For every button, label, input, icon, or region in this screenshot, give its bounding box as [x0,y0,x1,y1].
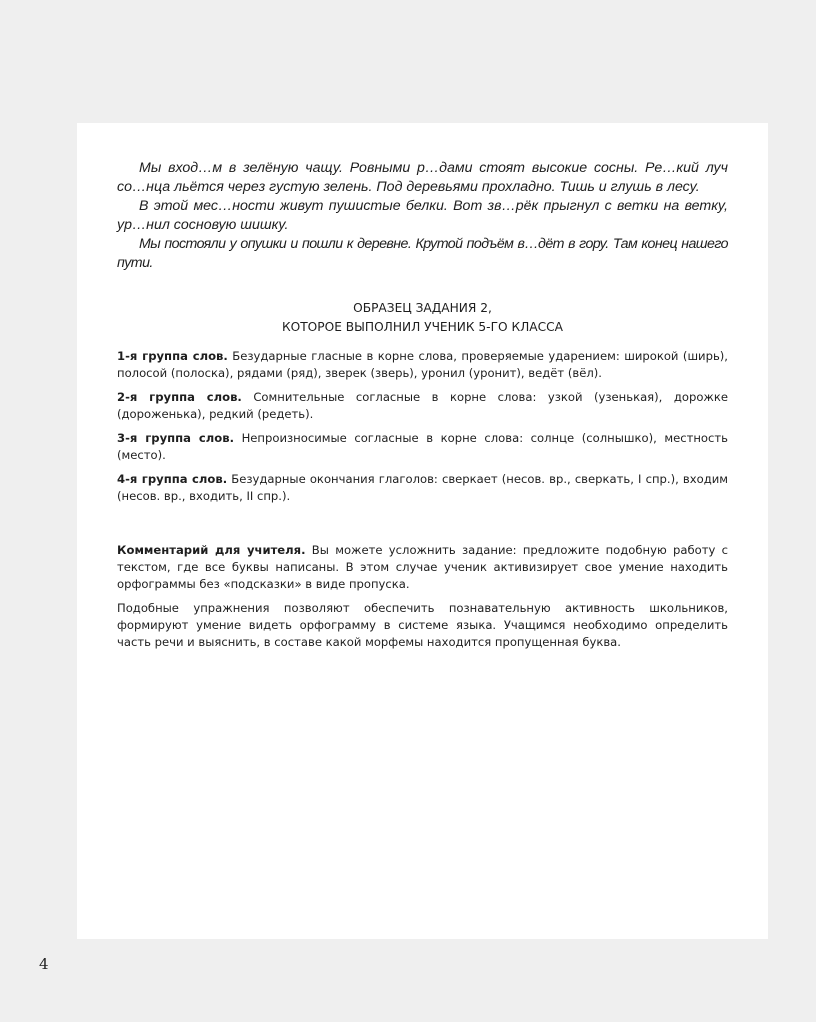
word-group-4 [117,471,728,505]
story-text [117,159,728,273]
word-group-1 [117,348,728,382]
story-paragraph-1: Мы вход…м в зелёную чащу. Ровными р…дами стоят высокие сосны. Ре…кий луч со…нца льётся через густую зелень. Под деревьями прохладно. Тишь и глушь в лесу. [117,160,728,195]
word-group-1-text: Безударные гласные в корне слова, проверяемые ударением: широкой (ширь), полосой (полоска), рядами (ряд), зверек (зверь), уронил (уронит), ведёт (вёл). [117,349,728,380]
word-group-4-text: Безударные окончания глаголов: сверкает (несов. вр., сверкать, I спр.), входим (несов. вр., входить, II спр.). [117,472,728,503]
word-group-3-label: 3-я группа слов. [117,431,234,445]
teacher-comment-text: Вы можете усложнить задание: предложите подобную работу с текстом, где все буквы написаны. В этом случае ученик активизирует свое умение находить орфограммы без «подсказки» в виде пропуска. [117,543,728,591]
word-group-2-label: 2-я группа слов. [117,390,242,404]
teacher-comment [117,542,728,593]
word-group-4-label: 4-я группа слов. [117,472,228,486]
story-paragraph-3: Мы постояли у опушки и пошли к деревне. Крутой подъём в…дёт в гору. Там конец нашего пути. [117,236,728,271]
teacher-comment-label: Комментарий для учителя. [117,543,306,557]
task-title-line-1: ОБРАЗЕЦ ЗАДАНИЯ 2, [353,301,492,315]
story-paragraph-2: В этой мес…ности живут пушистые белки. Вот зв…рёк прыгнул с ветки на ветку, ур…нил сосновую шишку. [117,198,728,233]
word-group-2-text: Сомнительные согласные в корне слова: узкой (узенькая), дорожке (дороженька), редкий (редеть). [117,390,728,421]
word-group-2 [117,389,728,423]
section-spacer [117,512,728,542]
task-title [117,299,728,337]
task-title-line-2: КОТОРОЕ ВЫПОЛНИЛ УЧЕНИК 5-ГО КЛАССА [281,320,563,334]
closing-paragraph: Подобные упражнения позволяют обеспечить познавательную активность школьников, формируют умение видеть орфограмму в системе языка. Учащимся необходимо определить часть речи и выяснить, в составе какой морфемы находится пропущенная буква. [117,601,728,649]
page-sheet [77,123,768,939]
page-number: 4 [39,955,49,973]
word-group-3-text: Непроизносимые согласные в корне слова: солнце (солнышко), местность (место). [117,431,728,462]
word-group-3 [117,430,728,464]
word-group-1-label: 1-я группа слов. [117,349,228,363]
